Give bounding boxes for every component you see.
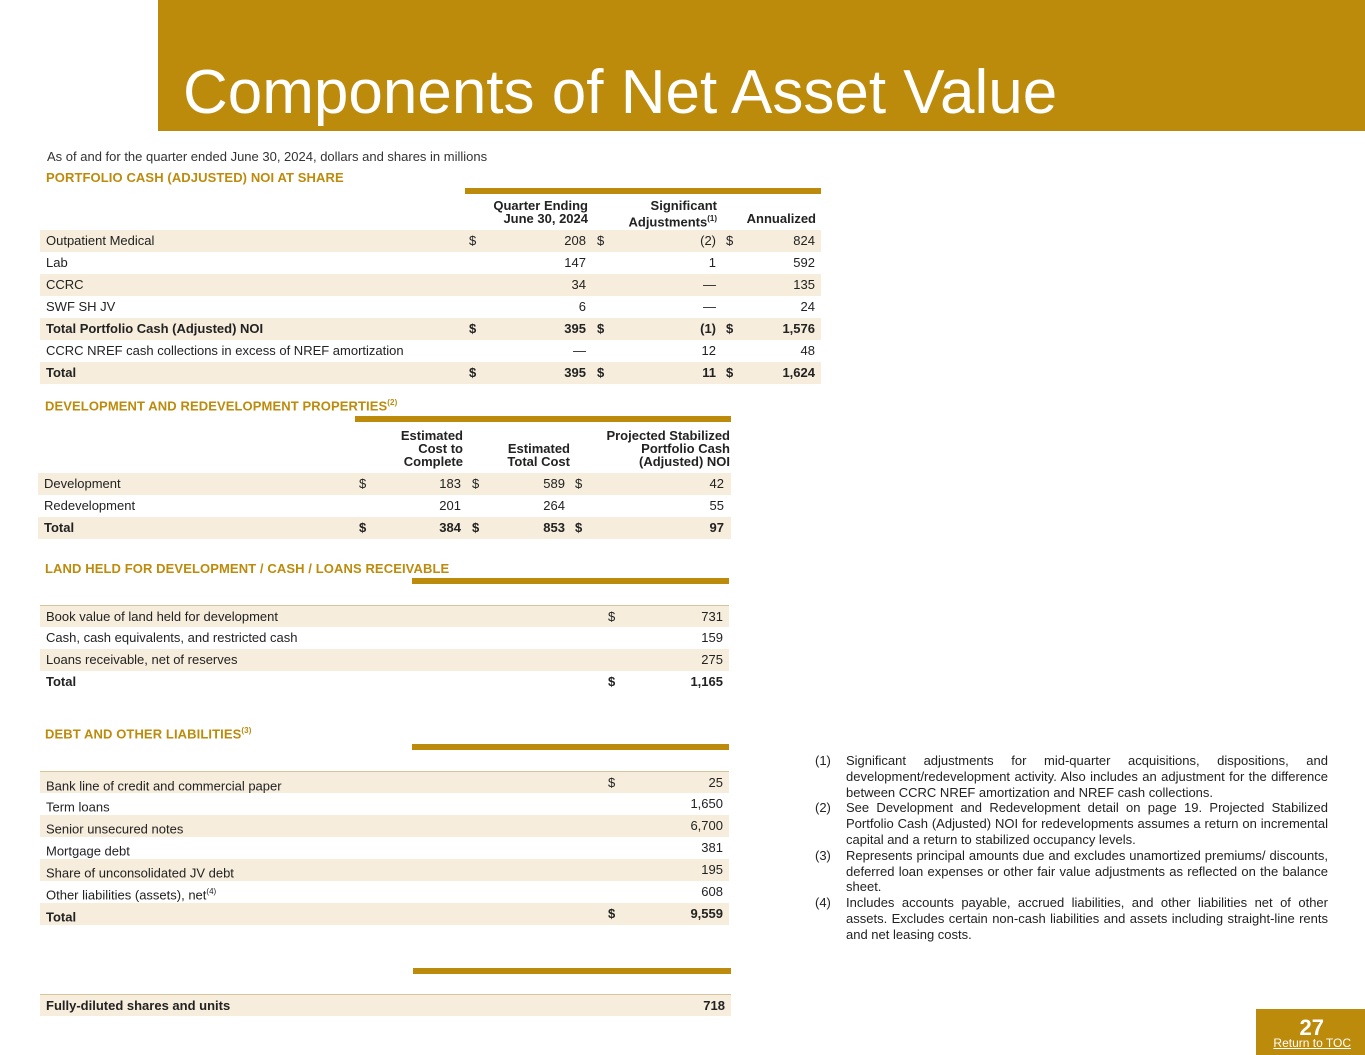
annualized-value: 1,576 [782, 321, 815, 336]
total-cost-value: 589 [543, 476, 565, 491]
portfolio-table [40, 230, 821, 384]
footnote [815, 848, 1328, 895]
annualized-value: 24 [800, 299, 815, 314]
projected-noi-value: 42 [709, 476, 724, 491]
cost-to-complete-value: 183 [439, 476, 461, 491]
table-row [40, 649, 729, 671]
row-value: 1,650 [690, 796, 723, 811]
land-header-bar [412, 578, 729, 584]
land-table [40, 605, 729, 693]
table-row [38, 495, 731, 517]
table-row [40, 771, 729, 793]
footnote-text: Significant adjustments for mid-quarter acquisitions, dispositions, and development/redevelopment activity. Also includes an adjustment for the difference between CCRC NREF amortization and NREF cash collections. [846, 753, 1328, 800]
row-label: Development [44, 476, 121, 491]
table-row [40, 296, 821, 318]
row-label-text: Book value of land held for development [46, 609, 278, 624]
row-label-text: Cash, cash equivalents, and restricted cash [46, 630, 298, 645]
table-row [40, 859, 729, 881]
row-label: Total [46, 365, 77, 380]
row-label-text: Total [46, 674, 77, 689]
quarter-value: 208 [564, 233, 586, 248]
col-head-projected-noi: Projected Stabilized Portfolio Cash (Adjusted) NOI [606, 428, 730, 469]
dollar-sign: $ [359, 520, 367, 535]
total-cost-value: 853 [543, 520, 565, 535]
page-number-box [1256, 1009, 1365, 1055]
quarter-value: 6 [578, 299, 586, 314]
development-table [38, 473, 731, 539]
dollar-sign: $ [469, 321, 477, 336]
dollar-sign: $ [726, 365, 734, 380]
debt-header-bar [412, 744, 729, 750]
dollar-sign: $ [575, 520, 583, 535]
dollar-sign: $ [359, 476, 367, 491]
table-row [40, 340, 821, 362]
row-label [46, 815, 183, 837]
debt-table [40, 771, 729, 925]
dollar-sign: $ [472, 520, 480, 535]
row-label: Outpatient Medical [46, 233, 155, 248]
col-head-adjustments: Significant Adjustments$^{(1)}$ [628, 198, 717, 230]
page-number: 27 [1299, 1015, 1324, 1040]
total-cost-value: 264 [543, 498, 565, 513]
dollar-sign: $ [597, 233, 605, 248]
row-label: CCRC [46, 277, 84, 292]
dollar-sign: $ [597, 321, 605, 336]
row-value: 6,700 [690, 818, 723, 833]
cost-to-complete-value: 384 [439, 520, 461, 535]
row-value: 195 [701, 862, 723, 877]
page-title: Components of Net Asset Value [183, 58, 1058, 127]
return-to-toc-link[interactable]: Return to TOC [1273, 1036, 1351, 1050]
annualized-value: 824 [793, 233, 815, 248]
row-label-text: Other liabilities (assets), net [46, 887, 207, 903]
row-label: CCRC NREF cash collections in excess of NREF amortization [46, 343, 404, 358]
table-row [40, 793, 729, 815]
table-row [38, 517, 731, 539]
row-label-text: Total [46, 909, 77, 925]
col-head-total-cost: Estimated Total Cost [507, 441, 570, 469]
row-value: 731 [701, 609, 723, 624]
annualized-value: 1,624 [782, 365, 815, 380]
col-head-annualized: Annualized [746, 211, 816, 226]
quarter-value: 395 [564, 365, 586, 380]
row-label-text: Senior unsecured notes [46, 821, 184, 837]
row-label [46, 649, 238, 671]
row-label-text: Mortgage debt [46, 843, 130, 859]
footnotes [815, 753, 1328, 943]
footnote [815, 753, 1328, 800]
row-label [46, 837, 130, 859]
projected-noi-value: 97 [709, 520, 724, 535]
row-label-text: Share of unconsolidated JV debt [46, 865, 234, 881]
footnote-number: (1) [815, 753, 831, 768]
projected-noi-value: 55 [709, 498, 724, 513]
row-value: 159 [701, 630, 723, 645]
dollar-sign: $ [469, 233, 477, 248]
row-label [46, 903, 76, 925]
row-label: Total [44, 520, 75, 535]
dollar-sign: $ [472, 476, 480, 491]
footnote-ref: (4) [206, 887, 217, 896]
row-label: SWF SH JV [46, 299, 116, 314]
table-row [40, 881, 729, 903]
row-label [46, 772, 282, 794]
adjustment-value: 11 [702, 365, 716, 380]
quarter-value: 395 [564, 321, 586, 336]
adjustment-value: — [703, 299, 716, 314]
annualized-value: 48 [800, 343, 815, 358]
portfolio-section-title: PORTFOLIO CASH (ADJUSTED) NOI AT SHARE [46, 170, 344, 185]
table-row [40, 815, 729, 837]
row-label [46, 793, 110, 815]
table-row [40, 362, 821, 384]
footnote-number: (3) [815, 847, 831, 863]
row-value: 275 [701, 652, 723, 667]
row-label: Redevelopment [44, 498, 136, 513]
dollar-sign: $ [726, 321, 734, 336]
col-head-cost-to-complete: Estimated Cost to Complete [400, 428, 463, 469]
development-header-bar [355, 416, 731, 422]
table-row [40, 903, 729, 925]
quarter-value: — [573, 343, 586, 358]
annualized-value: 592 [793, 255, 815, 270]
development-section-title: DEVELOPMENT AND REDEVELOPMENT PROPERTIES$^{(2)}$ [45, 398, 398, 414]
dollar-sign: $ [469, 365, 477, 380]
footnote-text: Includes accounts payable, accrued liabilities, and other liabilities net of other assets. Excludes certain non-cash liabilities and assets including straight-line rents and net leasing costs. [846, 895, 1328, 942]
shares-table [40, 994, 731, 1016]
dollar-sign: $ [608, 674, 616, 689]
row-label [46, 627, 297, 649]
row-label: Lab [46, 255, 68, 270]
land-section-title: LAND HELD FOR DEVELOPMENT / CASH / LOANS RECEIVABLE [45, 561, 450, 576]
page-subtitle: As of and for the quarter ended June 30, 2024, dollars and shares in millions [47, 149, 488, 164]
row-value: 381 [701, 840, 723, 855]
row-label [46, 881, 216, 903]
dollar-sign: $ [608, 609, 616, 624]
shares-row [40, 994, 731, 1016]
footnote [815, 895, 1328, 942]
table-row [38, 473, 731, 495]
row-label [46, 859, 234, 881]
cost-to-complete-value: 201 [439, 498, 461, 513]
dollar-sign: $ [608, 906, 616, 921]
table-row [40, 274, 821, 296]
adjustment-value: (1) [700, 321, 716, 336]
dollar-sign: $ [608, 775, 616, 790]
row-label: Total Portfolio Cash (Adjusted) NOI [46, 321, 264, 336]
row-value: 25 [708, 775, 723, 790]
row-label-text: Bank line of credit and commercial paper [46, 778, 282, 794]
dollar-sign: $ [575, 476, 583, 491]
dollar-sign: $ [597, 365, 605, 380]
quarter-value: 147 [564, 255, 586, 270]
dollar-sign: $ [726, 233, 734, 248]
adjustment-value: (2) [700, 233, 716, 248]
row-value: 608 [701, 884, 723, 899]
footnote [815, 800, 1328, 847]
table-row [40, 252, 821, 274]
footnote-text: Represents principal amounts due and excludes unamortized premiums/ discounts, deferred loan expenses or other fair value adjustments as reflected on the balance sheet. [846, 847, 1328, 895]
footnote-number: (4) [815, 895, 831, 911]
shares-value: 718 [703, 998, 725, 1013]
footnote-text: See Development and Redevelopment detail on page 19. Projected Stabilized Portfolio Cash (Adjusted) NOI for redevelopments assumes a return on incremental capital and a return to stabilized occupancy levels. [846, 800, 1328, 847]
table-row [40, 605, 729, 627]
table-row [40, 230, 821, 252]
row-value: 9,559 [690, 906, 723, 921]
row-label-text: Loans receivable, net of reserves [46, 652, 238, 667]
shares-header-bar [413, 968, 731, 974]
shares-label: Fully-diluted shares and units [46, 998, 231, 1013]
table-row [40, 627, 729, 649]
col-head-quarter: Quarter Ending June 30, 2024 [493, 198, 588, 226]
row-value: 1,165 [690, 674, 723, 689]
portfolio-header-bar [465, 188, 821, 194]
table-row [40, 671, 729, 693]
row-label-text: Term loans [46, 799, 110, 815]
quarter-value: 34 [571, 277, 586, 292]
table-row [40, 837, 729, 859]
table-row [40, 318, 821, 340]
annualized-value: 135 [793, 277, 815, 292]
adjustment-value: — [703, 277, 716, 292]
row-label [46, 671, 76, 693]
debt-section-title: DEBT AND OTHER LIABILITIES$^{(3)}$ [45, 726, 252, 742]
adjustment-value: 1 [708, 255, 716, 270]
adjustment-value: 12 [701, 343, 716, 358]
footnote-number: (2) [815, 800, 831, 816]
row-label [46, 606, 278, 628]
